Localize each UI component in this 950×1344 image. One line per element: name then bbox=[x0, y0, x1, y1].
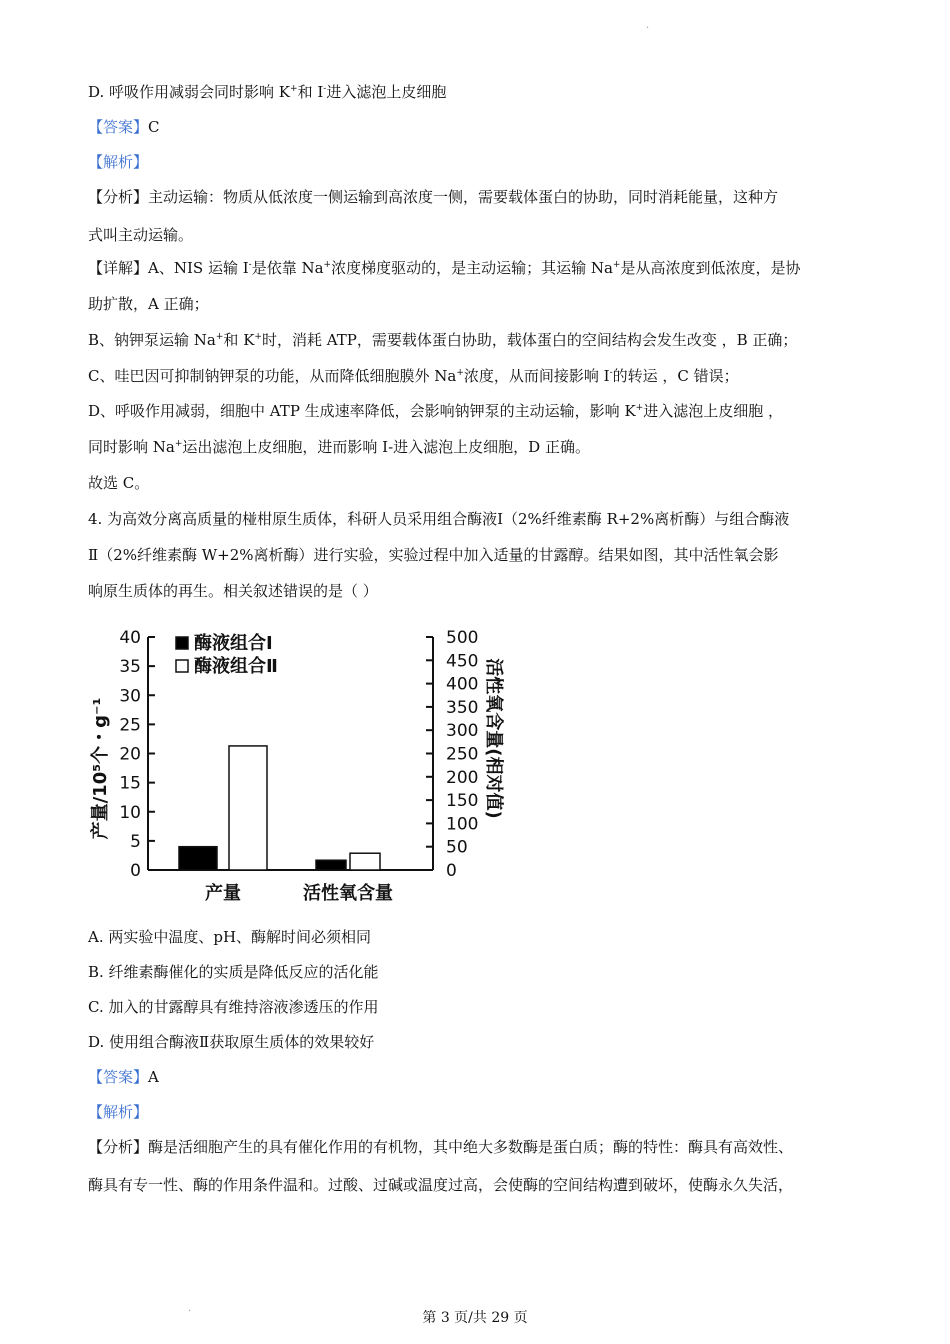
option-a: A. 两实验中温度、pH、酶解时间必须相同 bbox=[88, 928, 372, 946]
detail-line-d bbox=[88, 401, 783, 421]
bar-chart bbox=[88, 614, 508, 909]
left-tick-label: 0 bbox=[130, 861, 141, 881]
text-segment: 进入滤泡上皮细胞 ， bbox=[643, 402, 783, 420]
option-b: B. 纤维素酶催化的实质是降低反应的活化能 bbox=[88, 963, 379, 981]
detail-line-c bbox=[88, 366, 739, 386]
right-tick-label: 50 bbox=[446, 837, 468, 858]
text-segment: 酶是活细胞产生的具有催化作用的有机物，其中绝大多数酶是蛋白质；酶的特性：酶具有高效性、 bbox=[148, 1138, 794, 1156]
option-c: C. 加入的甘露醇具有维持溶液渗透压的作用 bbox=[88, 998, 379, 1016]
detail-line-a bbox=[88, 258, 800, 278]
detail-line-a2: 助扩散，A 正确； bbox=[88, 295, 209, 313]
answer-value: C bbox=[148, 118, 160, 136]
left-tick-label: 20 bbox=[119, 744, 141, 765]
text-segment: 是从高浓度到低浓度，是协 bbox=[620, 259, 801, 277]
legend-swatch bbox=[176, 660, 188, 672]
left-tick-label: 25 bbox=[119, 715, 141, 736]
text-segment: 浓度梯度驱动的，是主动运输；其运输 Na bbox=[331, 259, 613, 277]
analysis-line bbox=[88, 187, 778, 207]
text-segment: D. 呼吸作用减弱会同时影响 K bbox=[88, 83, 291, 101]
left-axis-label: 产量/10⁵个・g⁻¹ bbox=[90, 697, 111, 840]
text-segment: A、NIS 运输 I bbox=[148, 259, 249, 277]
superscript: + bbox=[215, 332, 224, 342]
analysis-heading-2: 【解析】 bbox=[88, 1103, 149, 1121]
conclusion: 故选 C。 bbox=[88, 474, 150, 492]
superscript: + bbox=[174, 439, 183, 449]
option-d: D. 使用组合酶液Ⅱ获取原生质体的效果较好 bbox=[88, 1033, 375, 1051]
text-segment: C、哇巴因可抑制钠钾泵的功能，从而降低细胞膜外 Na bbox=[88, 367, 457, 385]
legend-swatch bbox=[176, 637, 188, 649]
option-d-prev bbox=[88, 82, 446, 102]
left-tick-label: 35 bbox=[119, 657, 141, 678]
left-tick-label: 10 bbox=[119, 802, 141, 823]
tag: 【详解】 bbox=[88, 259, 149, 277]
bar-1-1 bbox=[179, 847, 217, 870]
legend-label: 酶液组合Ⅰ bbox=[194, 633, 273, 654]
text-segment: 的转运 ，C 错误； bbox=[612, 367, 739, 385]
text-segment: 和 I bbox=[297, 83, 324, 101]
left-tick-label: 5 bbox=[130, 831, 141, 852]
bar-2-2 bbox=[350, 853, 380, 870]
right-tick-label: 500 bbox=[446, 628, 479, 648]
superscript: + bbox=[254, 332, 262, 342]
legend-label: 酶液组合Ⅱ bbox=[194, 656, 278, 677]
page-footer: 第 3 页/共 29 页 bbox=[422, 1310, 528, 1326]
text-segment: 进入滤泡上皮细胞 bbox=[326, 83, 447, 101]
superscript: - bbox=[323, 84, 327, 94]
analysis-heading: 【解析】 bbox=[88, 153, 149, 171]
left-tick-label: 15 bbox=[119, 773, 141, 794]
category-label: 产量 bbox=[205, 883, 241, 904]
tag: 【分析】 bbox=[88, 188, 149, 206]
right-tick-label: 200 bbox=[446, 767, 479, 788]
question-4-line-3: 响原生质体的再生。相关叙述错误的是（ ） bbox=[88, 582, 378, 600]
right-axis-label: 活性氧含量(相对值) bbox=[483, 658, 504, 819]
analysis-line-4: 酶具有专一性、酶的作用条件温和。过酸、过碱或温度过高，会使酶的空间结构遭到破坏，使酶永久失活， bbox=[88, 1176, 794, 1194]
answer-line-2 bbox=[88, 1067, 159, 1087]
analysis-line-3 bbox=[88, 1137, 793, 1157]
answer-line bbox=[88, 117, 160, 137]
superscript: + bbox=[456, 368, 464, 378]
text-segment: 运出滤泡上皮细胞，进而影响 I-进入滤泡上皮细胞，D 正确。 bbox=[182, 438, 590, 456]
answer-value: A bbox=[148, 1068, 159, 1086]
superscript: - bbox=[248, 260, 252, 270]
right-tick-label: 150 bbox=[446, 791, 479, 812]
text-segment: D、呼吸作用减弱，细胞中 ATP 生成速率降低，会影响钠钾泵的主动运输，影响 K bbox=[88, 402, 636, 420]
superscript: + bbox=[290, 84, 298, 94]
question-4-line-2: Ⅱ（2%纤维素酶 W+2%离析酶）进行实验，实验过程中加入适量的甘露醇。结果如图，其中活性氧会影 bbox=[88, 546, 779, 564]
left-tick-label: 30 bbox=[119, 686, 141, 707]
text-segment: 和 K bbox=[223, 331, 255, 349]
right-tick-label: 400 bbox=[446, 674, 479, 695]
right-tick-label: 100 bbox=[446, 814, 479, 835]
left-tick-label: 40 bbox=[119, 628, 141, 648]
right-tick-label: 300 bbox=[446, 721, 479, 742]
analysis-line-2: 式叫主动运输。 bbox=[88, 226, 194, 244]
detail-line-d2 bbox=[88, 437, 590, 457]
superscript: + bbox=[323, 260, 332, 270]
bar-2-1 bbox=[229, 746, 267, 870]
superscript: - bbox=[609, 368, 613, 378]
superscript: + bbox=[612, 260, 621, 270]
answer-tag: 【答案】 bbox=[88, 1068, 149, 1086]
text-segment: B、钠钾泵运输 Na bbox=[88, 331, 216, 349]
category-label: 活性氧含量 bbox=[303, 883, 393, 904]
text-segment: 同时影响 Na bbox=[88, 438, 175, 456]
right-tick-label: 250 bbox=[446, 744, 479, 765]
text-segment: 浓度，从而间接影响 I bbox=[463, 367, 610, 385]
question-4-line-1: 4. 为高效分离高质量的椪柑原生质体，科研人员采用组合酶液Ⅰ（2%纤维素酶 R+2%离析酶）与组合酶液 bbox=[88, 510, 790, 528]
right-tick-label: 450 bbox=[446, 651, 479, 672]
text-segment: 主动运输：物质从低浓度一侧运输到高浓度一侧，需要载体蛋白的协助，同时消耗能量，这种方 bbox=[148, 188, 779, 206]
detail-line-b bbox=[88, 330, 797, 350]
answer-tag: 【答案】 bbox=[88, 118, 149, 136]
right-tick-label: 350 bbox=[446, 697, 479, 718]
text-segment: 是依靠 Na bbox=[251, 259, 324, 277]
right-tick-label: 0 bbox=[446, 861, 457, 881]
bar-1-2 bbox=[316, 860, 346, 870]
tag: 【分析】 bbox=[88, 1138, 149, 1156]
superscript: + bbox=[635, 403, 644, 413]
text-segment: 时，消耗 ATP，需要载体蛋白协助，载体蛋白的空间结构会发生改变 ，B 正确； bbox=[261, 331, 798, 349]
